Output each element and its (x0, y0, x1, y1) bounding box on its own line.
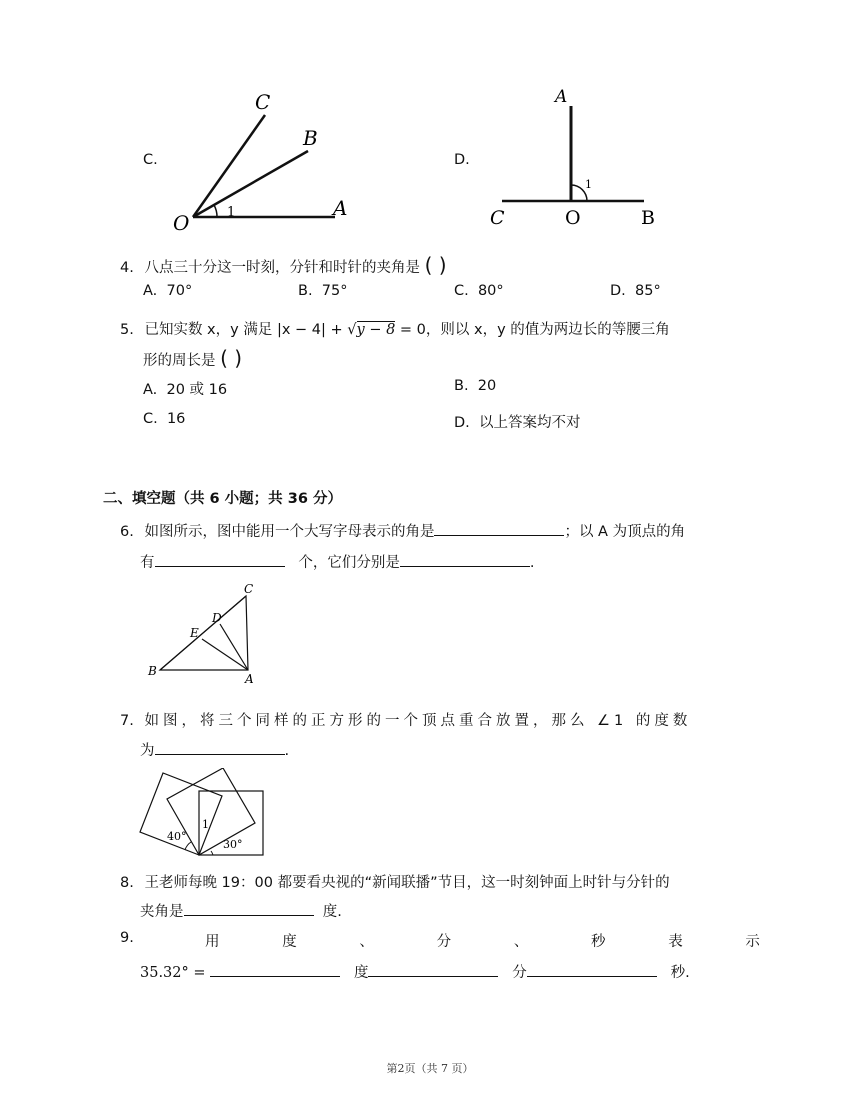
q4-option-d[interactable]: D. 85° (610, 283, 661, 299)
q8-line1: 8. 王老师每晚 19：00 都要看央视的“新闻联播”节目，这一时刻钟面上时针与分针的 (120, 875, 670, 891)
q5-number: 5. (120, 322, 134, 338)
q4-text: 八点三十分这一时刻，分针和时针的夹角是 (144, 260, 420, 276)
q8-line2: 夹角是 度. (140, 900, 342, 921)
q7-blank[interactable] (155, 740, 285, 755)
point-b: B (641, 207, 655, 229)
segment-bc (160, 596, 246, 670)
q7-figure (135, 768, 275, 860)
point-o: O (565, 207, 581, 229)
option-d-figure (478, 82, 678, 232)
point-e: E (190, 626, 199, 640)
q8-number: 8. (120, 875, 134, 891)
q9-blank-second[interactable] (527, 962, 657, 977)
point-b: B (303, 126, 318, 150)
q6-figure (140, 582, 270, 687)
option-d-label: D. (454, 152, 470, 168)
point-c: C (255, 90, 271, 114)
q5-option-a[interactable]: A. 20 或 16 (143, 382, 228, 398)
q4-option-b[interactable]: B. 75° (298, 283, 348, 299)
q6-blank-3[interactable] (400, 552, 530, 567)
q4-number: 4. (120, 260, 134, 276)
q7-line1: 7. 如图，将三个同样的正方形的一个顶点重合放置，那么 ∠1 的度数 (120, 713, 692, 729)
q9-number: 9. (120, 930, 134, 946)
q6-number: 6. (120, 524, 134, 540)
q5-stem-line2: 形的周长是 ( ) (143, 346, 243, 370)
q6-blank-1[interactable] (434, 521, 564, 536)
angle-40-label: 40° (167, 830, 187, 843)
point-a: A (333, 196, 348, 220)
q9-line2: 35.32° = 度 分 秒. (140, 961, 690, 982)
q4-option-c[interactable]: C. 80° (454, 283, 504, 299)
point-c: C (490, 207, 505, 229)
option-c-figure (165, 85, 385, 235)
segment-ae (202, 639, 248, 670)
ray-oc (193, 115, 265, 217)
q8-blank[interactable] (184, 901, 314, 916)
q5-option-d[interactable]: D. 以上答案均不对 (454, 415, 581, 431)
q6-blank-2[interactable] (155, 552, 285, 567)
q5-answer-paren[interactable]: ( ) (220, 346, 243, 370)
q5-sqrt-arg: y − 8 (356, 322, 396, 338)
point-d: D (212, 611, 222, 625)
q6-line2: 有 个，它们分别是 . (140, 551, 534, 572)
angle-30-label: 30° (223, 838, 243, 851)
q4-stem (120, 253, 447, 277)
page-footer: 第2页（共 7 页） (386, 1062, 474, 1075)
q9-blank-minute[interactable] (368, 962, 498, 977)
point-o: O (173, 211, 190, 235)
angle-1-label: 1 (202, 818, 209, 831)
section-2-title: 二、填空题（共 6 小题；共 36 分） (103, 491, 342, 507)
q4-answer-paren[interactable]: ( ) (424, 253, 447, 277)
angle-arc (214, 205, 217, 217)
q5-option-b[interactable]: B. 20 (454, 378, 497, 394)
point-a: A (245, 672, 254, 686)
q7-number: 7. (120, 713, 134, 729)
angle-label: 1 (585, 178, 592, 191)
q4-option-a[interactable]: A. 70° (143, 283, 193, 299)
option-c-label: C. (143, 152, 158, 168)
point-b: B (148, 664, 157, 678)
q5-option-c[interactable]: C. 16 (143, 411, 186, 427)
q7-line2: 为 . (140, 739, 289, 760)
segment-ad (220, 624, 248, 670)
point-c: C (244, 582, 254, 596)
q5-stem-line1: 5. 已知实数 x，y 满足 |x − 4| + √y − 8 = 0，则以 x，y 的值为两边长的等腰三角 (120, 322, 670, 338)
q6-line1: 6. 如图所示，图中能用一个大写字母表示的角是 ；以 A 为顶点的角 (120, 520, 685, 541)
angle-label: 1 (227, 205, 236, 220)
ray-ob (193, 151, 308, 217)
point-a: A (555, 87, 568, 107)
q9-line1: 用 度 、 分 、 秒 表 示 (205, 934, 760, 950)
q9-blank-degree[interactable] (210, 962, 340, 977)
